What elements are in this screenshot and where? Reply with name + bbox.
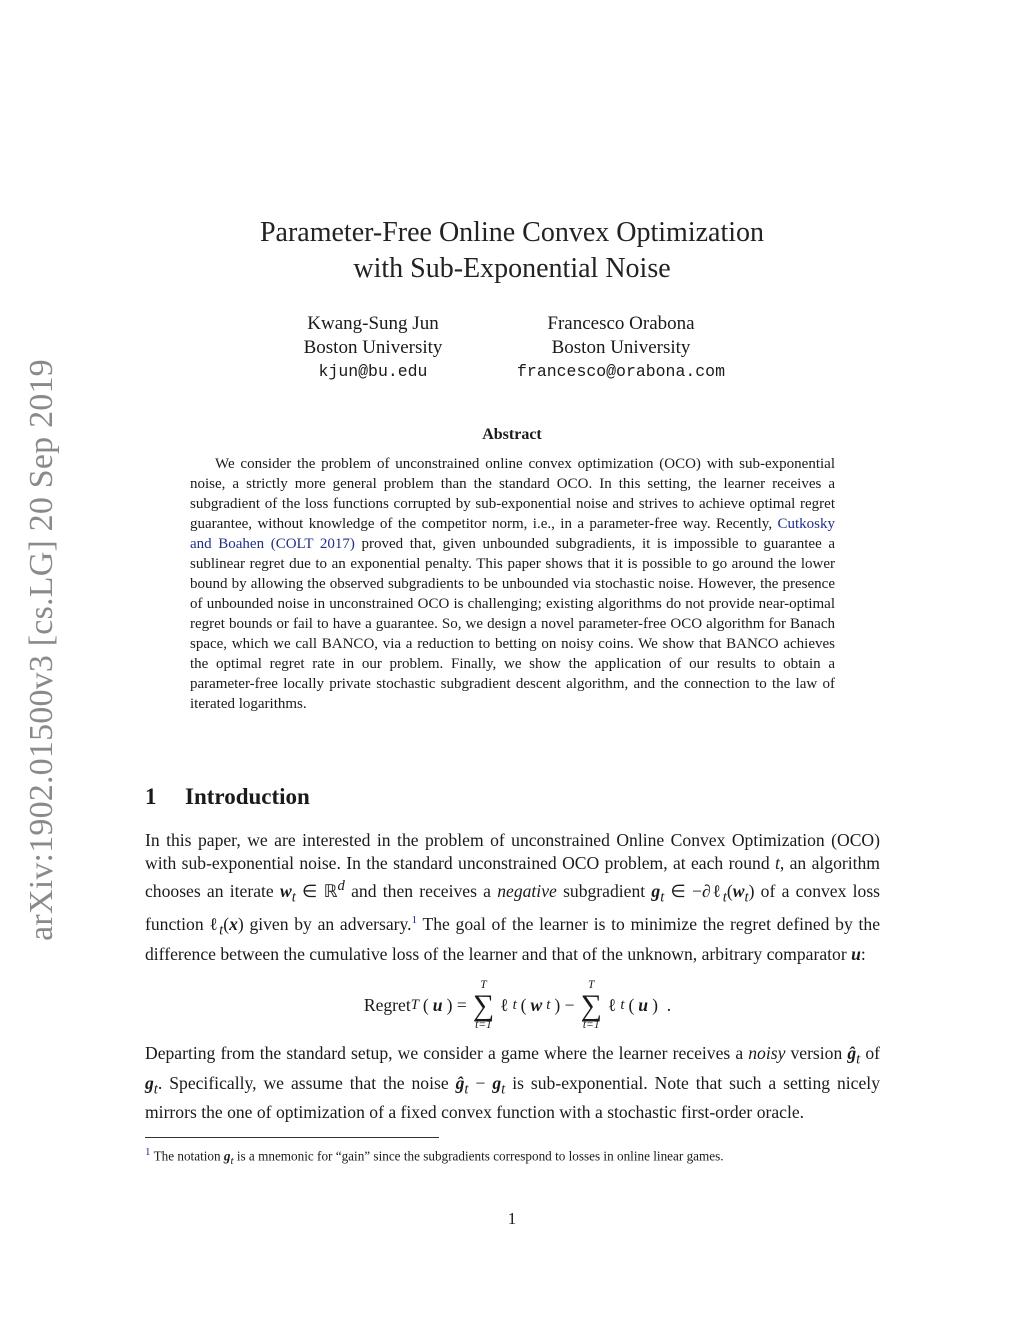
arxiv-identifier-text: arXiv:1902.01500v3 [cs.LG] 20 Sep 2019 xyxy=(23,358,60,941)
summation-symbol: T ∑ t=1 xyxy=(580,979,602,1031)
intro-paragraph-1: In this paper, we are interested in the problem of unconstrained Online Convex Optimization (OCO) with sub-exponential noise. In the standard unconstrained OCO problem, at each round t, an algorithm chooses an iterate $w_t$ ∈ ℝ$^d$ and then receives a negative subgradient $g_t$ ∈ $-\partial\ell_t(w_t)$ of a convex loss function ℓ$_t$(x) given by an adversary.$^1$ The goal of the learner is to minimize the regret defined by the difference between the cumulative loss of the learner and that of the unknown, arbitrary comparator u: xyxy=(145,830,881,964)
section-heading-introduction xyxy=(145,784,310,810)
intro-text: In this paper, we are interested in the problem of unconstrained Online Convex Optimization (OCO) with sub-exponential noise. In the standard unconstrained OCO problem, at each round xyxy=(145,830,880,873)
intro-text-emphasis: noisy xyxy=(748,1043,786,1063)
intro-text: is sub-exponential. Note that such a setting nicely mirrors the one of optimization of a fixed convex function with a stochastic first-order oracle. xyxy=(145,1072,880,1123)
sum-lower-limit: t=1 xyxy=(582,1018,600,1031)
author-email[interactable]: kjun@bu.edu xyxy=(318,362,428,381)
intro-text: of xyxy=(865,1043,880,1063)
author-block-2 xyxy=(471,312,771,384)
author-name: Francesco Orabona xyxy=(547,313,695,334)
abstract-heading: Abstract xyxy=(482,426,542,443)
page-number: 1 xyxy=(507,1209,517,1228)
section-number: 1 xyxy=(145,784,157,809)
intro-text: of a convex loss function xyxy=(145,880,881,935)
footnote-text: is a mnemonic for “gain” since the subgradients correspond to losses in online linear games. xyxy=(236,1148,724,1164)
intro-text: and then receives a xyxy=(351,880,491,901)
intro-text: version xyxy=(790,1043,843,1063)
sum-upper-limit: T xyxy=(480,979,487,991)
author-name: Kwang-Sung Jun xyxy=(307,313,439,334)
abstract-body xyxy=(190,454,835,714)
intro-text: given by an adversary. xyxy=(249,914,412,935)
arxiv-identifier-stamp xyxy=(22,357,62,942)
footnote-reference-link[interactable]: 1 xyxy=(411,914,418,927)
summation-symbol: T ∑ t=1 xyxy=(472,979,495,1031)
regret-label: Regret xyxy=(363,995,411,1015)
author-affiliation: Boston University xyxy=(303,337,443,358)
abstract-text-part-2: proved that, given unbounded subgradients, it is impossible to guarantee a sublinear regret due to an exponential penalty. This paper shows that it is possible to go around the lower bound by allowing the observed subgradients to be unbounded via stochastic noise. However, the presence of unbounded noise in unconstrained OCO is challenging; existing algorithms do not provide near-optimal regret bounds or fail to have a guarantee. So, we design a novel parameter-free OCO algorithm for Banach space, which we call BANCO, via a reduction to betting on noisy coins. We show that BANCO achieves the optimal regret rate in our problem. Finally, we show the application of our results to obtain a parameter-free locally private stochastic subgradient descent algorithm, and the connection to the law of iterated logarithms. xyxy=(190,536,836,712)
section-title: Introduction xyxy=(185,784,310,809)
regret-equation: Regret T ( u ) = T ∑ t=1 ℓ t ( w t ) − T ∑ t=1 ℓ t ( u ) . xyxy=(363,979,672,1031)
paper-title-line-2: with Sub-Exponential Noise xyxy=(353,253,671,284)
sum-lower-limit: t=1 xyxy=(475,1018,492,1031)
abstract-text-part-1: We consider the problem of unconstrained online convex optimization (OCO) with sub-exponential noise, a strictly more general problem than the standard OCO. In this setting, the learner receives a subgradient of the loss functions corrupted by sub-exponential noise and strives to achieve optimal regret guarantee, without knowledge of the competitor norm, i.e., in a parameter-free way. Recently, xyxy=(190,456,835,532)
intro-text: . Specifically, we assume that the noise xyxy=(157,1072,449,1093)
author-email[interactable]: francesco@orabona.com xyxy=(517,362,725,381)
footnote-text: The notation xyxy=(153,1148,221,1164)
intro-text: subgradient xyxy=(563,880,646,901)
intro-text-emphasis: negative xyxy=(497,880,557,901)
intro-text: Departing from the standard setup, we consider a game where the learner receives a xyxy=(145,1043,744,1063)
intro-text: : xyxy=(860,943,866,964)
intro-paragraph-2: Departing from the standard setup, we consider a game where the learner receives a noisy version $ĝ_t$ of $g_t$. Specifically, we assume that the noise $ĝ_t - g_t$ is sub-exponential. Note that such a setting nicely mirrors the one of optimization of a fixed convex function with a stochastic first-order oracle. xyxy=(145,1043,880,1123)
footnote-divider xyxy=(145,1137,439,1138)
abstract-citation-link[interactable]: Cutkosky and Boahen (COLT 2017) xyxy=(190,516,836,552)
paper-title-line-1: Parameter-Free Online Convex Optimization xyxy=(259,217,765,248)
footnote: $^1$ The notation $g_t$ is a mnemonic for “gain” since the subgradients correspond to losses in online linear games. xyxy=(145,1146,724,1168)
author-affiliation: Boston University xyxy=(551,337,691,358)
footnote-mark: 1 xyxy=(145,1146,151,1158)
intro-text: , an algorithm chooses an iterate xyxy=(145,853,880,901)
intro-text: The goal of the learner is to minimize the regret defined by the difference between the cumulative loss of the learner and that of the unknown, arbitrary comparator xyxy=(145,914,880,964)
sum-upper-limit: T xyxy=(588,979,595,991)
